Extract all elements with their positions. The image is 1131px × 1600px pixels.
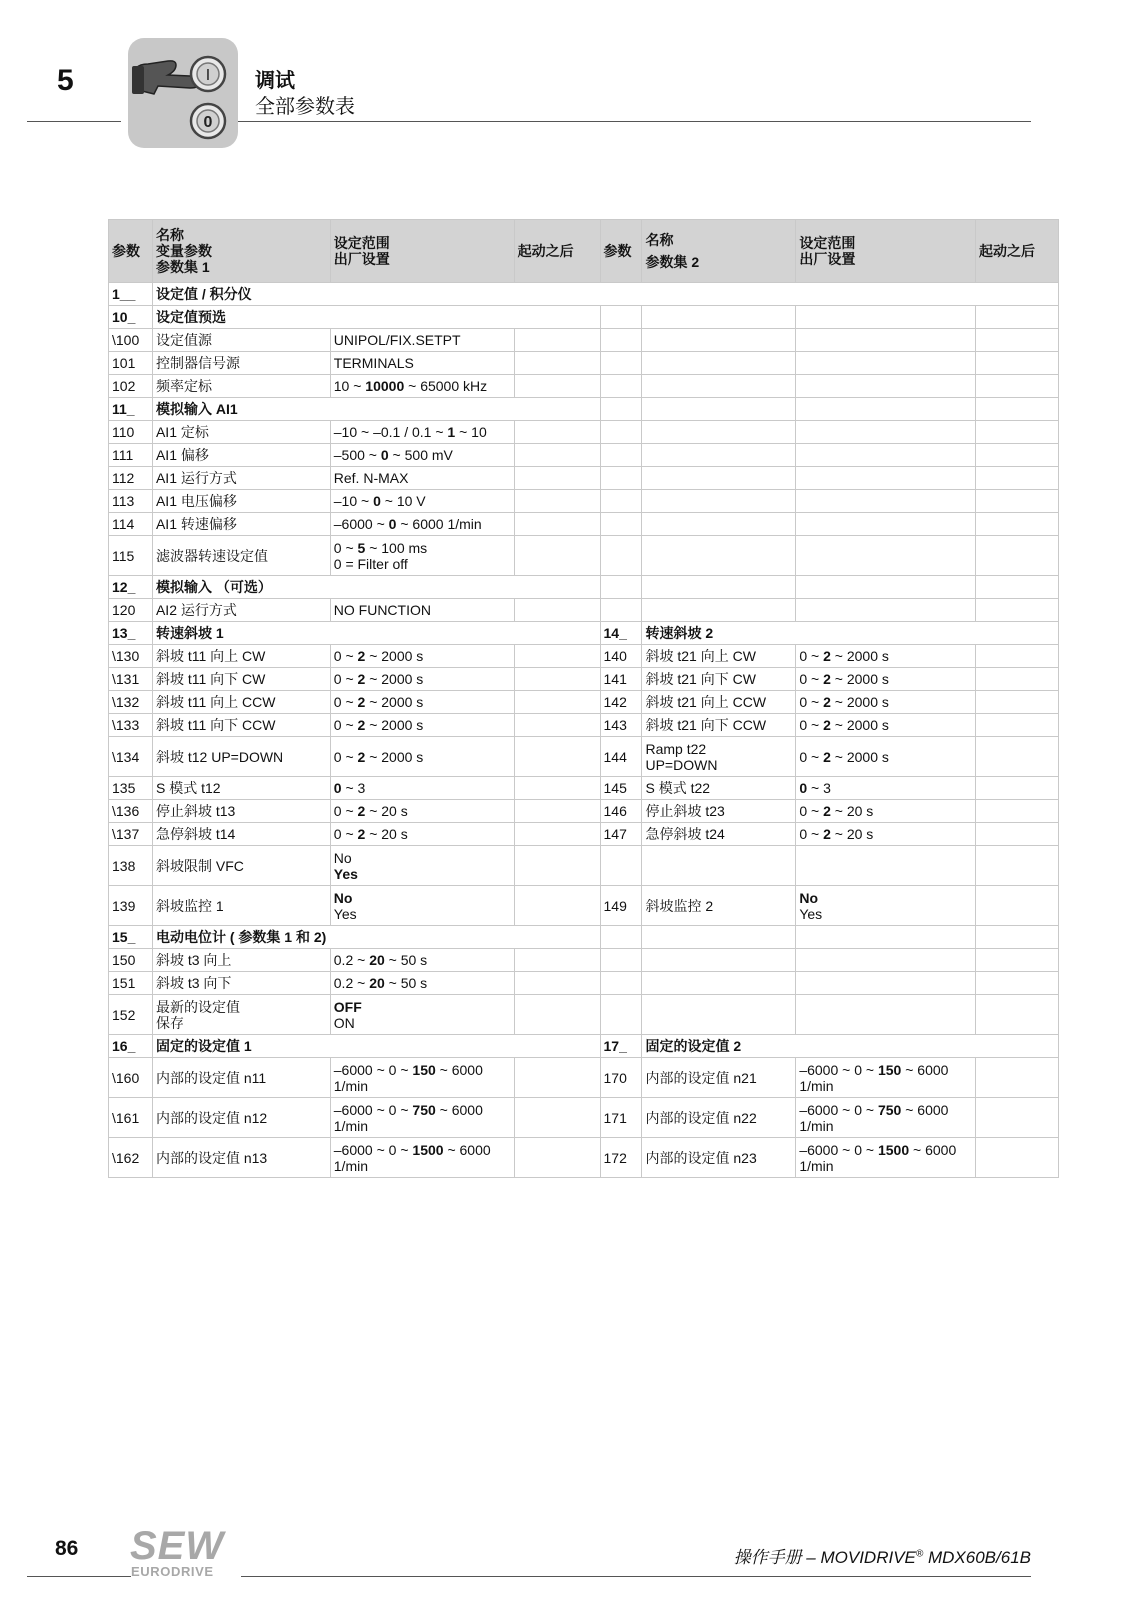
group-row: 11_ 模拟输入 AI1 — [109, 398, 1059, 421]
off-glyph: 0 — [203, 114, 213, 131]
commissioning-icon — [128, 38, 238, 148]
col-name: 名称 变量参数 参数集 1 — [152, 220, 330, 283]
table-row: 139 斜坡监控 1 No Yes 149 斜坡监控 2 No Yes — [109, 886, 1059, 926]
table-row: 120 AI2 运行方式 NO FUNCTION — [109, 599, 1059, 622]
section-title: 调试 — [255, 68, 295, 92]
table-row: \160 内部的设定值 n11 –6000 ~ 0 ~ 150 ~ 6000 1/min 170 内部的设定值 n21 –6000 ~ 0 ~ 150 ~ 6000 1/min — [109, 1058, 1059, 1098]
group-row: 16_ 固定的设定值 1 17_ 固定的设定值 2 — [109, 1035, 1059, 1058]
table-row: \131 斜坡 t11 向下 CW 0 ~ 2 ~ 2000 s 141 斜坡 t21 向下 CW 0 ~ 2 ~ 2000 s — [109, 668, 1059, 691]
group-row: 13_ 转速斜坡 1 14_ 转速斜坡 2 — [109, 622, 1059, 645]
sew-eurodrive-logo: SEW EURODRIVE — [130, 1524, 225, 1579]
group-row: 15_ 电动电位计 ( 参数集 1 和 2) — [109, 926, 1059, 949]
table-row: 112 AI1 运行方式 Ref. N-MAX — [109, 467, 1059, 490]
col-range: 设定范围 出厂设置 — [330, 220, 514, 283]
table-row: \136 停止斜坡 t13 0 ~ 2 ~ 20 s 146 停止斜坡 t23 0 ~ 2 ~ 20 s — [109, 800, 1059, 823]
footer-rule-left — [27, 1576, 131, 1577]
header-rule-right — [237, 121, 1031, 122]
table-row: \161 内部的设定值 n12 –6000 ~ 0 ~ 750 ~ 6000 1/min 171 内部的设定值 n22 –6000 ~ 0 ~ 750 ~ 6000 1/min — [109, 1098, 1059, 1138]
col-after-start: 起动之后 — [514, 220, 600, 283]
group-row: 12_ 模拟输入 （可选） — [109, 576, 1059, 599]
table-row: 114 AI1 转速偏移 –6000 ~ 0 ~ 6000 1/min — [109, 513, 1059, 536]
col-param: 参数 — [109, 220, 153, 283]
parameter-table — [108, 219, 1059, 1178]
table-row: \133 斜坡 t11 向下 CCW 0 ~ 2 ~ 2000 s 143 斜坡 t21 向下 CCW 0 ~ 2 ~ 2000 s — [109, 714, 1059, 737]
group-row: 10_ 设定值预选 — [109, 306, 1059, 329]
table-row: \100 设定值源 UNIPOL/FIX.SETPT — [109, 329, 1059, 352]
col-param-right: 参数 — [600, 220, 642, 283]
header-rule-left — [27, 121, 121, 122]
table-row: 138 斜坡限制 VFC No Yes — [109, 846, 1059, 886]
table-row: 135 S 模式 t12 0 ~ 3 145 S 模式 t22 0 ~ 3 — [109, 777, 1059, 800]
col-name-right: 名称 参数集 2 — [642, 220, 796, 283]
table-row: \132 斜坡 t11 向上 CCW 0 ~ 2 ~ 2000 s 142 斜坡 t21 向上 CCW 0 ~ 2 ~ 2000 s — [109, 691, 1059, 714]
table-row: 101 控制器信号源 TERMINALS — [109, 352, 1059, 375]
table-row: \162 内部的设定值 n13 –6000 ~ 0 ~ 1500 ~ 6000 1/min 172 内部的设定值 n23 –6000 ~ 0 ~ 1500 ~ 6000 1/min — [109, 1138, 1059, 1178]
table-row: \130 斜坡 t11 向上 CW 0 ~ 2 ~ 2000 s 140 斜坡 t21 向上 CW 0 ~ 2 ~ 2000 s — [109, 645, 1059, 668]
table-header-row — [109, 220, 1059, 283]
table-row: \137 急停斜坡 t14 0 ~ 2 ~ 20 s 147 急停斜坡 t24 0 ~ 2 ~ 20 s — [109, 823, 1059, 846]
chapter-number: 5 — [57, 64, 74, 97]
page-number: 86 — [55, 1537, 79, 1560]
table-row: 102 频率定标 10 ~ 10000 ~ 65000 kHz — [109, 375, 1059, 398]
table-row: 151 斜坡 t3 向下 0.2 ~ 20 ~ 50 s — [109, 972, 1059, 995]
table-row: \134 斜坡 t12 UP=DOWN 0 ~ 2 ~ 2000 s 144 Ramp t22 UP=DOWN 0 ~ 2 ~ 2000 s — [109, 737, 1059, 777]
footer-rule-right — [241, 1576, 1031, 1577]
table-row: 150 斜坡 t3 向上 0.2 ~ 20 ~ 50 s — [109, 949, 1059, 972]
table-row: 111 AI1 偏移 –500 ~ 0 ~ 500 mV — [109, 444, 1059, 467]
table-row: 113 AI1 电压偏移 –10 ~ 0 ~ 10 V — [109, 490, 1059, 513]
group-row: 1__ 设定值 / 积分仪 — [109, 283, 1059, 306]
col-after-start-right: 起动之后 — [976, 220, 1059, 283]
table-row: 110 AI1 定标 –10 ~ –0.1 / 0.1 ~ 1 ~ 10 — [109, 421, 1059, 444]
on-glyph: I — [205, 67, 211, 84]
manual-title: 操作手册 – MOVIDRIVE® MDX60B/61B — [733, 1548, 1031, 1567]
table-row: 115 滤波器转速设定值 0 ~ 5 ~ 100 ms 0 = Filter off — [109, 536, 1059, 576]
col-range-right: 设定范围 出厂设置 — [796, 220, 976, 283]
table-row: 152 最新的设定值 保存 OFF ON — [109, 995, 1059, 1035]
section-subtitle: 全部参数表 — [255, 94, 355, 118]
